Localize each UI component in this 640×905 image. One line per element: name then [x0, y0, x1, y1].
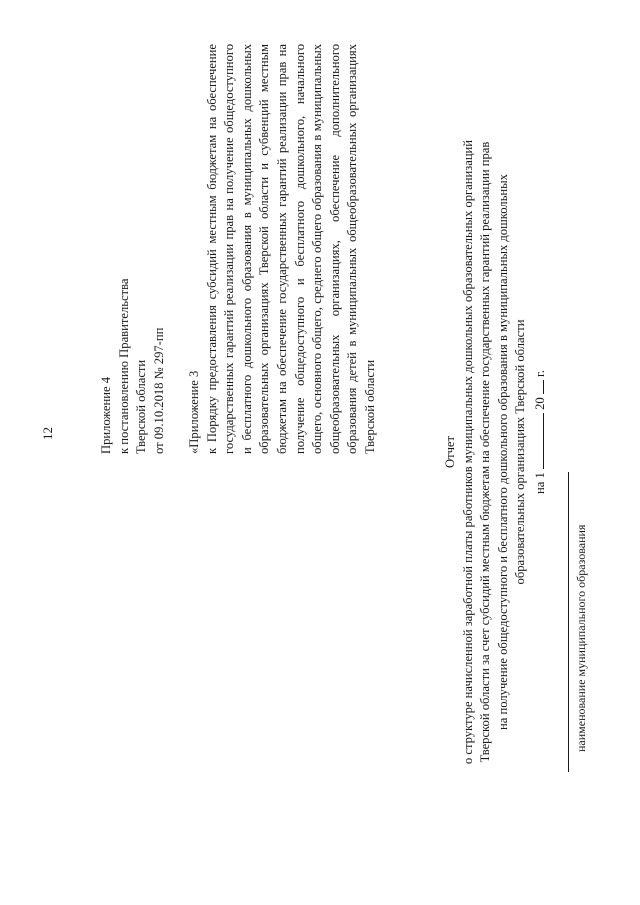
year-blank: [530, 380, 544, 394]
appendix-title: Приложение 4: [99, 376, 113, 454]
date-year: 20: [532, 397, 547, 410]
report-subtitle-line: образовательных организациях Тверской области: [513, 319, 528, 585]
appendix-date: от 09.10.2018 № 297-пп: [151, 327, 166, 454]
date-suffix: г.: [532, 370, 547, 377]
order-text: к Порядку предоставления субсидий местным бюджетам на обеспечение государственных гарантий реализации прав на получение общедоступного и бесплатного дошкольного образования в муниципальных дошкольных образовательных организациях Тверской области и субвенций местным бюджетам на обеспечение государственных гарантий реализации прав на получение общедоступного и бесплатного дошкольного, начального общего, основного общего, среднего общего образования в муниципальных общеобразовательных организациях, обеспечение дополнительного образования детей в муниципальных общеобразовательных организациях Тверской области: [204, 44, 377, 454]
appendix-header: [98, 154, 168, 454]
report-heading: [442, 22, 550, 882]
report-subtitle-line: о структуре начисленной заработной платы работников муниципальных дошкольных образовательных организаций: [460, 139, 475, 765]
report-title: Отчет: [443, 435, 457, 469]
municipality-caption: наименование муниципального образования: [574, 524, 588, 752]
day-month-blank: [530, 413, 544, 469]
order-label: «Приложение 3: [187, 370, 201, 454]
appendix-line: Тверской области: [134, 359, 149, 454]
report-subtitle-line: на получение общедоступного и бесплатного дошкольного образования в муниципальных дошкольных: [495, 174, 510, 730]
date-prefix: на 1: [532, 472, 547, 494]
report-date-line: [530, 22, 550, 882]
appendix-line: к постановлению Правительства: [116, 278, 131, 454]
municipality-fill-line: [568, 472, 569, 772]
page-number: 12: [40, 427, 55, 440]
report-subtitle-line: Тверской области за счет субсидий местным бюджетам на обеспечение государственных гарантий реализации прав: [478, 141, 493, 763]
document-content: [98, 22, 618, 882]
order-reference: [186, 44, 380, 454]
